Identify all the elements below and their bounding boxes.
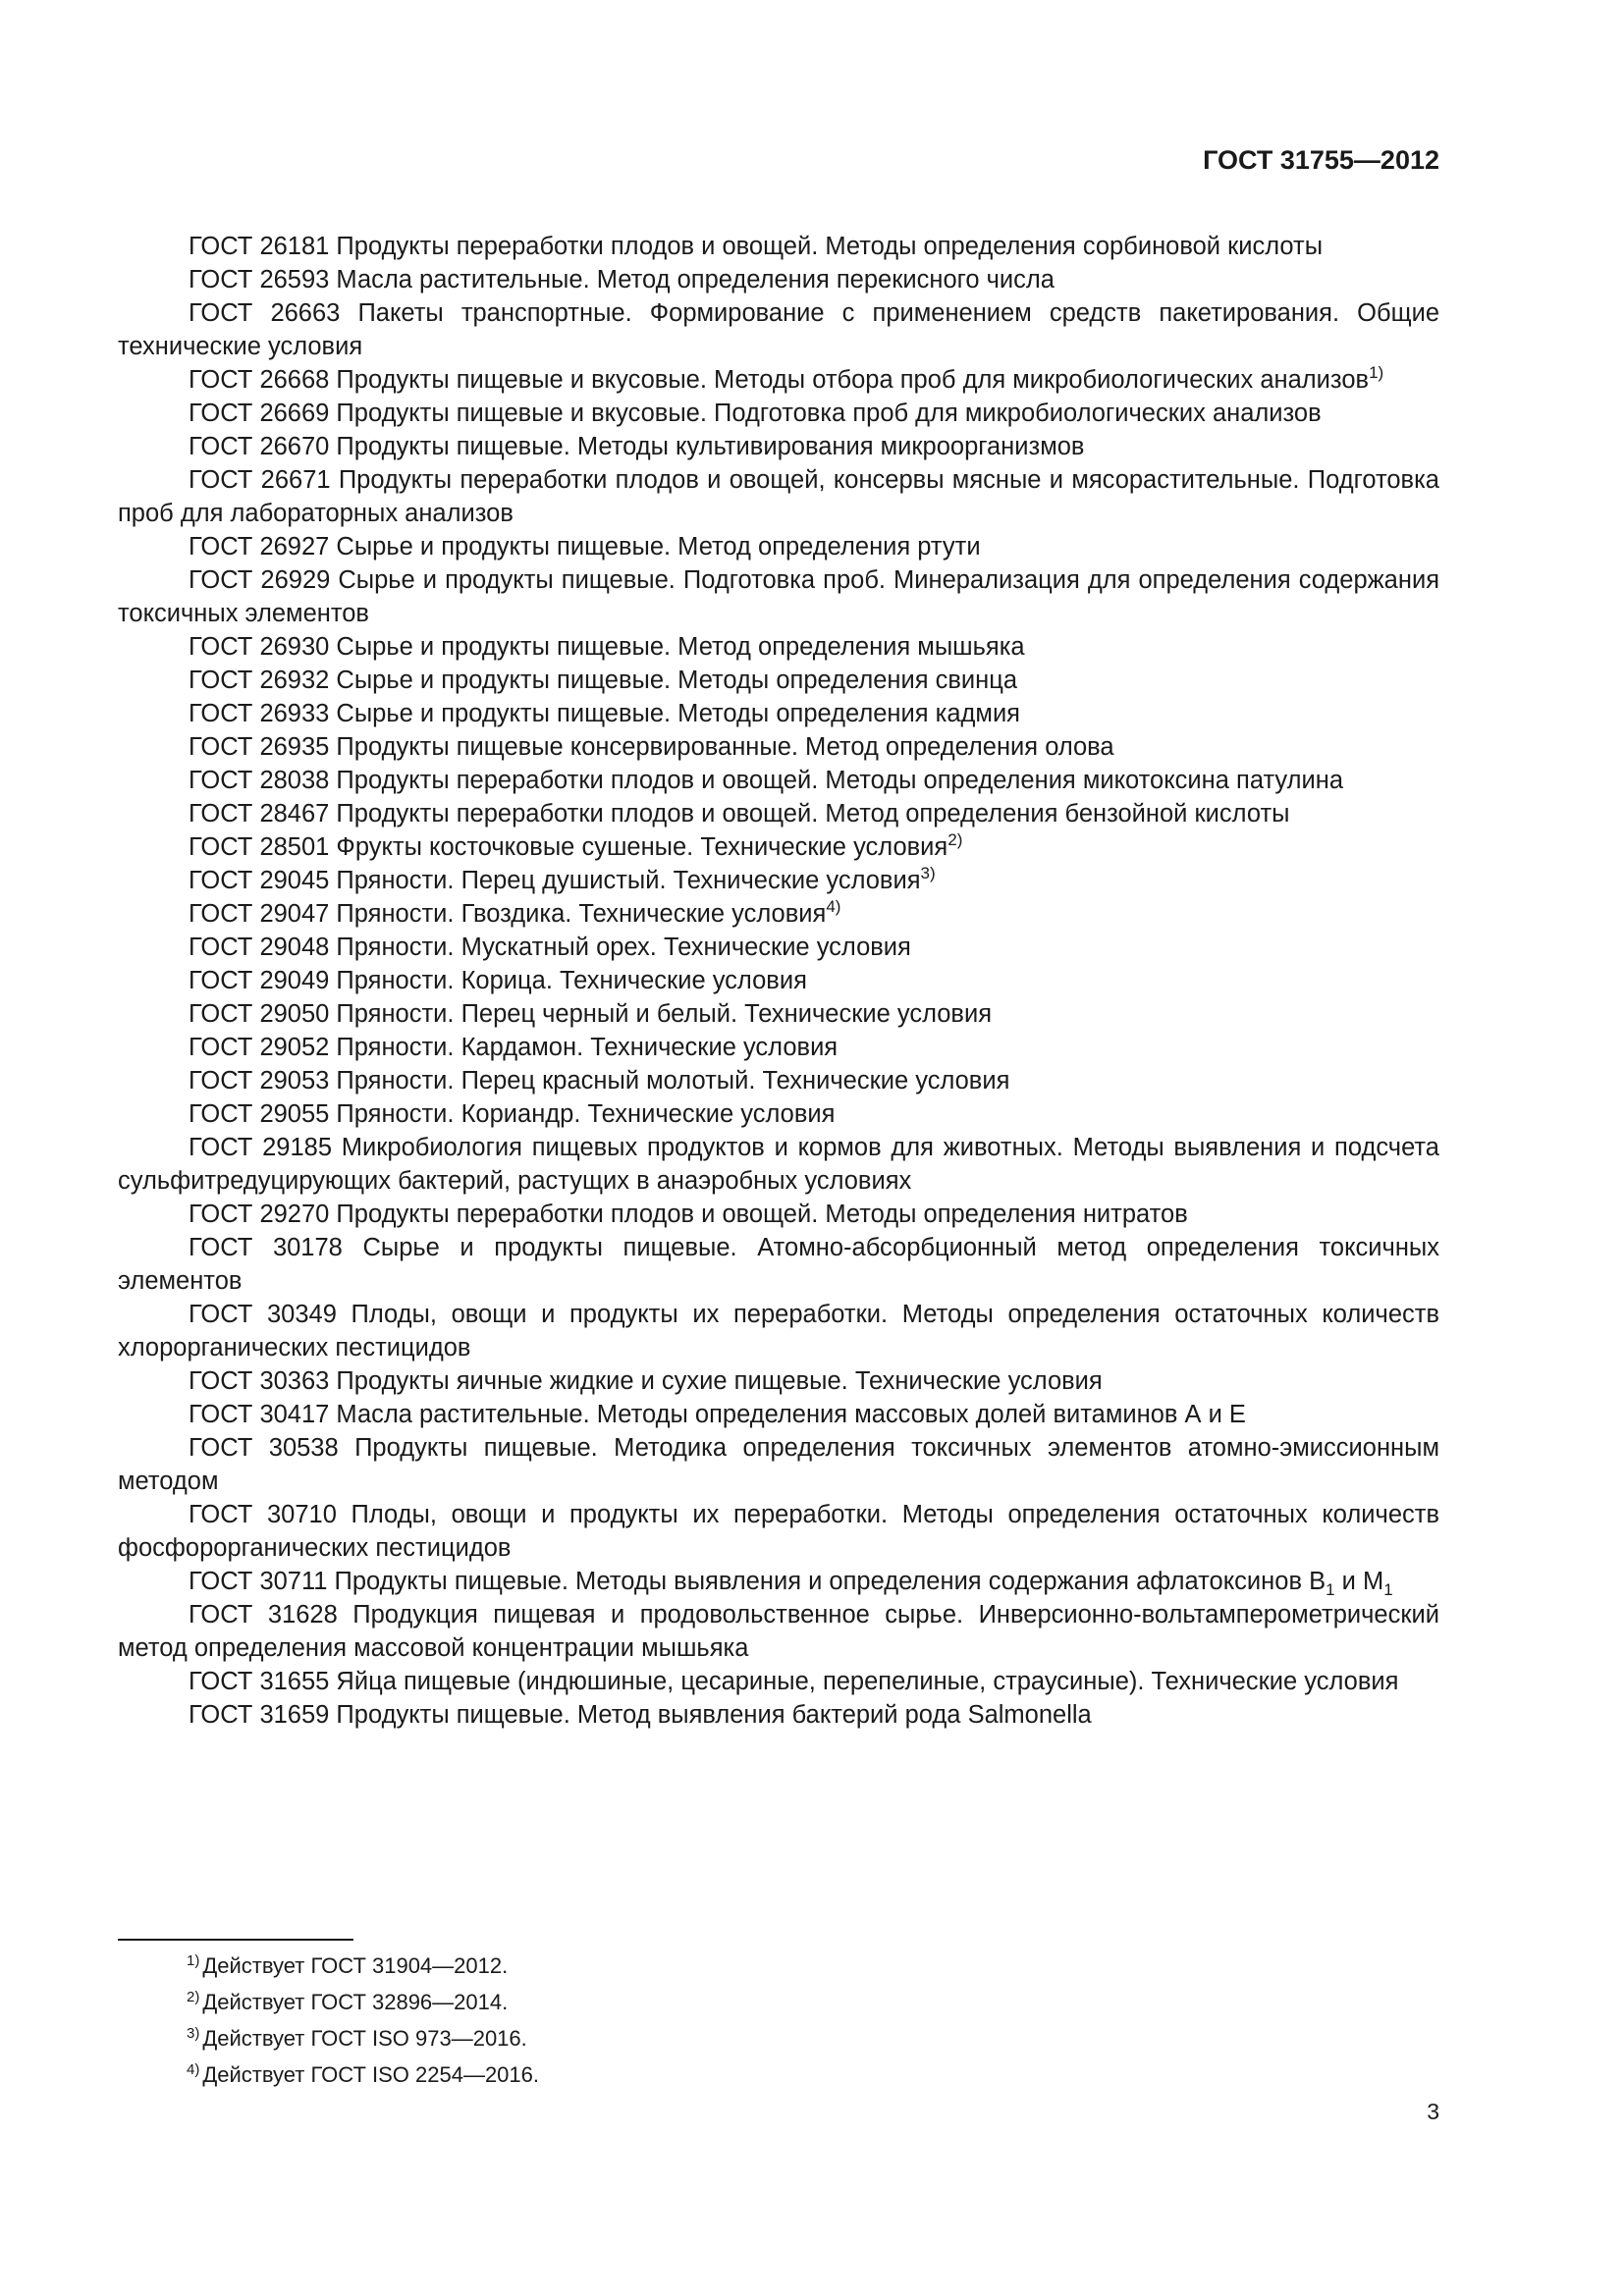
footnote-marker: 2) xyxy=(947,830,963,849)
reference-item: ГОСТ 31659 Продукты пищевые. Метод выявления бактерий рода Salmonella xyxy=(189,1701,1092,1729)
footnotes-list xyxy=(187,1948,539,2093)
footnote-item: $^{3)}$ Действует ГОСТ ISO 973—2016. xyxy=(187,2025,527,2051)
reference-item: ГОСТ 26929 Сырье и продукты пищевые. Подготовка проб. Минерализация для определения содержания токсичных элементов xyxy=(118,566,1439,627)
reference-item: ГОСТ 30417 Масла растительные. Методы определения массовых долей витаминов А и Е xyxy=(189,1401,1246,1428)
page-number: 3 xyxy=(1427,2099,1439,2124)
reference-item: ГОСТ 31655 Яйца пищевые (индюшиные, цесариные, перепелиные, страусиные). Технические условия xyxy=(189,1668,1399,1695)
reference-item: ГОСТ 28467 Продукты переработки плодов и овощей. Метод определения бензойной кислоты xyxy=(189,800,1290,828)
reference-item: ГОСТ 29045 Пряности. Перец душистый. Технические условия$^{3)}$ xyxy=(189,864,936,894)
reference-item: ГОСТ 26181 Продукты переработки плодов и овощей. Методы определения сорбиновой кислоты xyxy=(189,233,1324,260)
subscript-index: 1 xyxy=(1383,1580,1393,1599)
reference-item: ГОСТ 30349 Плоды, овощи и продукты их переработки. Методы определения остаточных количеств хлорорганических пестицидов xyxy=(118,1301,1439,1362)
reference-item: ГОСТ 26671 Продукты переработки плодов и овощей, консервы мясные и мясорастительные. Подготовка проб для лабораторных анализов xyxy=(118,466,1439,527)
reference-item: ГОСТ 26668 Продукты пищевые и вкусовые. Методы отбора проб для микробиологических анализов$^{1)}$ xyxy=(189,363,1384,394)
reference-item: ГОСТ 29050 Пряности. Перец черный и белый. Технические условия xyxy=(189,1000,993,1028)
footnote-marker: 1) xyxy=(1369,363,1384,382)
footnote-marker: 3) xyxy=(920,864,936,882)
footnote-marker: 3) xyxy=(187,2025,200,2042)
reference-item: ГОСТ 28038 Продукты переработки плодов и овощей. Методы определения микотоксина патулина xyxy=(189,767,1344,794)
footnote-item: $^{2)}$ Действует ГОСТ 32896—2014. xyxy=(187,1989,509,2014)
footnote-marker: 1) xyxy=(187,1952,200,1969)
reference-item: ГОСТ 26669 Продукты пищевые и вкусовые. Подготовка проб для микробиологических анализов xyxy=(189,400,1322,427)
reference-item: ГОСТ 26663 Пакеты транспортные. Формирование с применением средств пакетирования. Общие технические условия xyxy=(118,299,1439,360)
reference-item: ГОСТ 30178 Сырье и продукты пищевые. Атомно-абсорбционный метод определения токсичных элементов xyxy=(118,1234,1439,1295)
reference-item: ГОСТ 26927 Сырье и продукты пищевые. Метод определения ртути xyxy=(189,533,981,561)
reference-item: ГОСТ 29049 Пряности. Корица. Технические условия xyxy=(189,967,807,994)
reference-item: ГОСТ 26932 Сырье и продукты пищевые. Методы определения свинца xyxy=(189,667,1018,694)
document-code-header: ГОСТ 31755—2012 xyxy=(1203,145,1439,175)
reference-item: ГОСТ 30711 Продукты пищевые. Методы выявления и определения содержания афлатоксинов $В_1$ и $М_1$ xyxy=(189,1568,1393,1599)
reference-item: ГОСТ 26933 Сырье и продукты пищевые. Методы определения кадмия xyxy=(189,700,1020,727)
reference-item: ГОСТ 26593 Масла растительные. Метод определения перекисного числа xyxy=(189,266,1055,294)
reference-item: ГОСТ 29053 Пряности. Перец красный молотый. Технические условия xyxy=(189,1067,1010,1095)
reference-item: ГОСТ 29270 Продукты переработки плодов и овощей. Методы определения нитратов xyxy=(189,1201,1188,1228)
reference-item: ГОСТ 29185 Микробиология пищевых продуктов и кормов для животных. Методы выявления и подсчета сульфитредуцирующих бактерий, растущих в анаэробных условиях xyxy=(118,1134,1439,1195)
reference-item: ГОСТ 29052 Пряности. Кардамон. Технические условия xyxy=(189,1034,839,1061)
subscript-index: 1 xyxy=(1326,1580,1335,1599)
normative-references-list xyxy=(118,230,1439,1732)
reference-item: ГОСТ 29047 Пряности. Гвоздика. Технические условия$^{4)}$ xyxy=(189,897,841,928)
footnote-item: $^{4)}$ Действует ГОСТ ISO 2254—2016. xyxy=(187,2061,539,2087)
reference-item: ГОСТ 29055 Пряности. Кориандр. Технические условия xyxy=(189,1100,836,1128)
reference-item: ГОСТ 30363 Продукты яичные жидкие и сухие пищевые. Технические условия xyxy=(189,1367,1103,1395)
reference-item: ГОСТ 26670 Продукты пищевые. Методы культивирования микроорганизмов xyxy=(189,433,1085,460)
footnote-separator xyxy=(118,1939,353,1941)
reference-item: ГОСТ 30538 Продукты пищевые. Методика определения токсичных элементов атомно-эмиссионным методом xyxy=(118,1434,1439,1495)
reference-item: ГОСТ 31628 Продукция пищевая и продовольственное сырье. Инверсионно-вольтамперометрический метод определения массовой концентрации мышьяка xyxy=(118,1601,1439,1662)
footnote-marker: 4) xyxy=(826,897,841,916)
reference-item: ГОСТ 26930 Сырье и продукты пищевые. Метод определения мышьяка xyxy=(189,633,1025,661)
footnote-marker: 4) xyxy=(187,2061,200,2078)
reference-item: ГОСТ 29048 Пряности. Мускатный орех. Технические условия xyxy=(189,934,911,961)
footnote-marker: 2) xyxy=(187,1989,200,2005)
footnote-item: $^{1)}$ Действует ГОСТ 31904—2012. xyxy=(187,1952,509,1978)
reference-item: ГОСТ 28501 Фрукты косточковые сушеные. Технические условия$^{2)}$ xyxy=(189,830,963,861)
reference-item: ГОСТ 30710 Плоды, овощи и продукты их переработки. Методы определения остаточных количеств фосфорорганических пестицидов xyxy=(118,1501,1439,1562)
reference-item: ГОСТ 26935 Продукты пищевые консервированные. Метод определения олова xyxy=(189,733,1114,761)
